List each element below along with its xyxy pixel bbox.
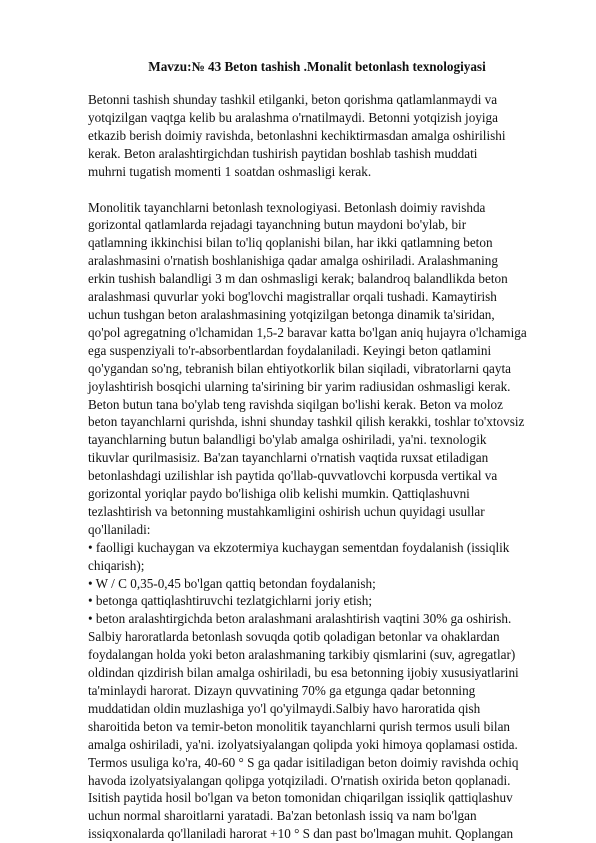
text-line: yotqizilgan vaqtga kelib bu aralashma o'rnatilmaydi. Betonni yotqizish joyiga: [88, 109, 498, 125]
text-line: ega suspenziyali to'r-absorbentlardan foydalaniladi. Keyingi beton qatlamini: [88, 342, 492, 358]
text-line: kerak. Beton aralashtirgichdan tushirish paytidan boshlab tashish muddati: [88, 145, 478, 161]
text-line: Monolitik tayanchlarni betonlash texnologiyasi. Betonlash doimiy ravishda: [88, 199, 486, 215]
text-line: erkin tushish balandligi 3 m dan oshmasligi kerak; balandroq balandlikda beton: [88, 271, 508, 287]
paragraph-monolithic: [88, 199, 556, 843]
document-title: Mavzu:№ 43 Beton tashish .Monalit betonlash texnologiyasi: [148, 59, 486, 74]
text-line: qo'llaniladi:: [88, 521, 151, 537]
bullet-line: • betonga qattiqlashtiruvchi tezlatgichlarni joriy etish;: [88, 593, 373, 609]
text-line: tayanchlarning butun balandligi bo'ylab amalga oshiriladi, ya'ni. texnologik: [88, 432, 487, 448]
text-line: uchun tushgan beton aralashmasining yotqizilgan betonga dinamik ta'siridan,: [88, 306, 495, 322]
paragraph-transport: [88, 91, 556, 181]
text-line: gorizontal qatlamlarda rejadagi tayanchning butun maydoni bo'ylab, bir: [88, 217, 467, 233]
text-line: amalga oshiriladi, ya'ni. izolyatsiyalangan qolipda yoki himoya qoplamasi ostida.: [88, 736, 518, 752]
text-line: qo'ygandan so'ng, tebranish bilan ehtiyotkorlik bilan siqiladi, vibratorlarni qayta: [88, 360, 511, 376]
bullet-line: • W / C 0,35-0,45 bo'lgan qattiq betondan foydalanish;: [88, 575, 376, 591]
text-line: aralashmasi quvurlar yoki bog'lovchi magistrallar orqali tushadi. Kamaytirish: [88, 289, 497, 305]
text-line: beton tayanchlarni qurishda, ishni shunday tashkil qilish kerakki, toshlar to'xtovsiz: [88, 414, 525, 430]
text-line: tikuvlar qurilmasisiz. Ba'zan tayanchlarni o'rnatish vaqtida ruxsat etiladigan: [88, 450, 489, 466]
text-line: qo'pol agregatning o'lchamidan 1,5-2 baravar katta bo'lgan aniq hujayra o'lchamiga: [88, 324, 527, 340]
text-line: tezlashtirish va betonning mustahkamligini oshirish uchun quyidagi usullar: [88, 503, 485, 519]
text-line: gorizontal yoriqlar paydo bo'lishiga olib kelishi mumkin. Qattiqlashuvni: [88, 486, 470, 502]
bullet-line: • faolligi kuchaygan va ekzotermiya kuchaygan sementdan foydalanish (issiqlik: [88, 539, 510, 555]
text-line: uchun normal sharoitlarni yaratadi. Ba'zan betonlash issiq va nam bo'lgan: [88, 808, 477, 824]
text-line: betonlashdagi uzilishlar ish paytida qo'llab-quvvatlovchi korpusda vertikal va: [88, 468, 498, 484]
text-line: chiqarish);: [88, 557, 145, 573]
text-line: etkazib berish doimiy ravishda, betonlashni kechiktirmasdan amalga oshirilishi: [88, 127, 506, 143]
text-line: Salbiy haroratlarda betonlash sovuqda qotib qoladigan betonlar va ohaklardan: [88, 629, 500, 645]
text-line: foydalangan holda yoki beton aralashmaning tarkibiy qismlarini (suv, agregatlar): [88, 647, 516, 663]
text-line: aralashmasini o'rnatish boshlanishiga qadar amalga oshiriladi. Aralashmaning: [88, 253, 498, 269]
text-line: sharoitida beton va temir-beton monolitik tayanchlarni qurish termos usuli bilan: [88, 718, 511, 734]
text-line: Betonni tashish shunday tashkil etilganki, beton qorishma qatlamlanmaydi va: [88, 92, 498, 107]
text-line: muddatidan oldin muzlashiga yo'l qo'yilmaydi.Salbiy havo haroratida qish: [88, 700, 481, 716]
text-line: ta'minlaydi harorat. Dizayn quvvatining 70% ga etgunga qadar betonning: [88, 683, 476, 698]
text-line: qatlamning ikkinchisi bilan to'liq qoplanishi bilan, har ikki qatlamning beton: [88, 235, 493, 251]
text-line: issiqxonalarda qo'llaniladi harorat +10 ° S dan past bo'lmagan muhit. Qoplangan: [88, 826, 514, 842]
text-line: havoda izolyatsiyalangan qolipga yotqiziladi. O'rnatish oxirida beton qoplanadi.: [88, 772, 511, 788]
bullet-line: • beton aralashtirgichda beton aralashmani aralashtirish vaqtini 30% ga oshirish.: [88, 611, 512, 627]
text-line: Isitish paytida hosil bo'lgan va beton tomonidan chiqarilgan issiqlik qattiqlashuv: [88, 790, 513, 806]
text-line: Termos usuliga ko'ra, 40-60 ° S ga qadar isitiladigan beton doimiy ravishda ochiq: [88, 754, 519, 770]
text-line: joylashtirish bosqichi ularning ta'sirining bir yarim radiusidan oshmasligi kerak.: [88, 378, 511, 394]
text-line: oldindan qizdirish bilan amalga oshiriladi, bu esa betonning ijobiy xususiyatlarini: [88, 665, 519, 681]
text-line: muhrni tugatish momenti 1 soatdan oshmasligi kerak.: [88, 163, 372, 179]
text-line: Beton butun tana bo'ylab teng ravishda siqilgan bo'lishi kerak. Beton va moloz: [88, 396, 503, 412]
